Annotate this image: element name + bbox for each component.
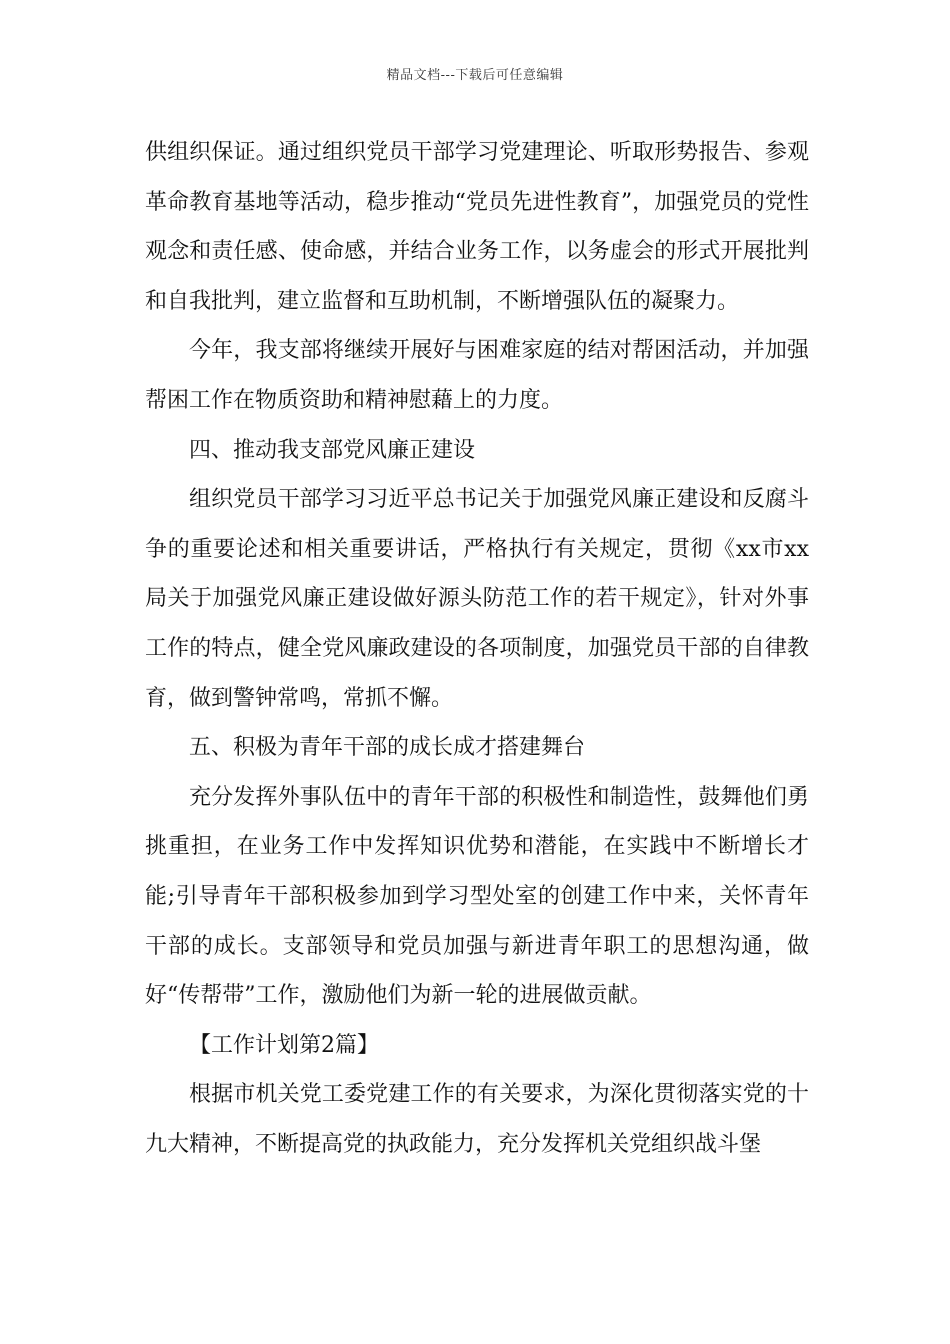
paragraph-assistance: 今年，我支部将继续开展好与困难家庭的结对帮困活动，并加强帮困工作在物质资助和精神慰藉上的力度。: [145, 338, 809, 413]
paragraph-integrity: 组织党员干部学习习近平总书记关于加强党风廉正建设和反腐斗争的重要论述和相关重要讲话，严格执行有关规定，贯彻《xx市xx局关于加强党风廉正建设做好源头防范工作的若干规定》，针对外事工作的特点，健全党风廉政建设的各项制度，加强党员干部的自律教育，做到警钟常鸣，常抓不懈。: [145, 487, 809, 711]
paragraph-continuation: 供组织保证。通过组织党员干部学习党建理论、听取形势报告、参观革命教育基地等活动，稳步推动“党员先进性教育”，加强党员的党性观念和责任感、使命感，并结合业务工作，以务虚会的形式开展批判和自我批判，建立监督和互助机制，不断增强队伍的凝聚力。: [145, 140, 809, 314]
section-heading-integrity: 四、推动我支部党风廉正建设: [189, 437, 476, 463]
section-title-plan-2: 【工作计划第2篇】: [189, 1032, 379, 1058]
document-body: [145, 128, 809, 1169]
section-heading-youth: 五、积极为青年干部的成长成才搭建舞台: [189, 735, 586, 761]
page-header: 精品文档---下载后可任意编辑: [386, 68, 564, 83]
paragraph-plan-2-intro: 根据市机关党工委党建工作的有关要求，为深化贯彻落实党的十九大精神，不断提高党的执政能力，充分发挥机关党组织战斗堡: [145, 1082, 809, 1157]
paragraph-youth: 充分发挥外事队伍中的青年干部的积极性和制造性，鼓舞他们勇挑重担，在业务工作中发挥知识优势和潜能，在实践中不断增长才能;引导青年干部积极参加到学习型处室的创建工作中来，关怀青年干部的成长。支部领导和党员加强与新进青年职工的思想沟通，做好“传帮带”工作，激励他们为新一轮的进展做贡献。: [145, 784, 809, 1009]
